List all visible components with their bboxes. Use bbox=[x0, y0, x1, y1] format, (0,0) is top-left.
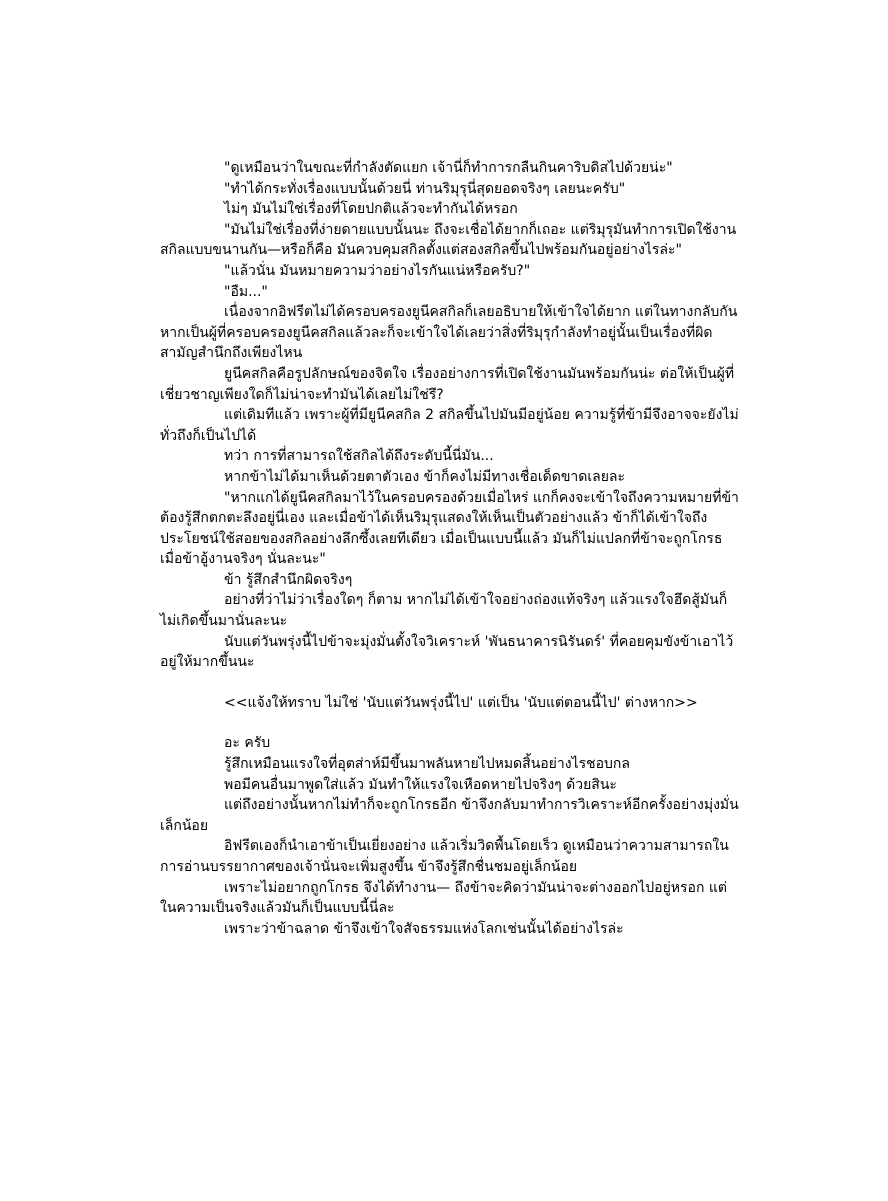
paragraph: อิฟรีตเองก็นำเอาข้าเป็นเยี่ยงอย่าง แล้วเริ่มวิดพื้นโดยเร็ว ดูเหมือนว่าความสามารถในการอ่านบรรยากาศของเจ้านั่นจะเพิ่มสูงขึ้น ข้าจึงรู้สึกชื่นชมอยู่เล็กน้อย bbox=[160, 838, 729, 875]
paragraph: หากข้าไม่ได้มาเห็นด้วยตาตัวเอง ข้าก็คงไม่มีทางเชื่อเด็ดขาดเลยละ bbox=[224, 468, 626, 485]
paragraph: "หากแกได้ยูนีคสกิลมาไว้ในครอบครองด้วยเมื่อไหร่ แกก็คงจะเข้าใจถึงความหมายที่ข้าต้องรู้สึกตกตะลึงอยู่นี่เอง และเมื่อข้าได้เห็นริมุรุแสดงให้เห็นเป็นตัวอย่างแล้ว ข้าก็ได้เข้าใจถึงประโยชน์ใช้สอยของสกิลอย่างลึกซึ้งเลยทีเดียว เมื่อเป็นแบบนี้แล้ว มันก็ไม่แปลกที่ข้าจะถูกโกรธเมื่อข้าอู้งานจริงๆ นั่นละนะ" bbox=[160, 489, 739, 568]
paragraph: ทว่า การที่สามารถใช้สกิลได้ถึงระดับนี้นี่มัน... bbox=[224, 448, 494, 465]
system-note: <<แจ้งให้ทราบ ไม่ใช่ 'นับแต่วันพรุ่งนี้ไป' แต่เป็น 'นับแต่ตอนนี้ไป' ต่างหาก>> bbox=[224, 694, 698, 711]
paragraph: ยูนีคสกิลคือรูปลักษณ์ของจิตใจ เรื่องอย่างการที่เปิดใช้งานมันพร้อมกันน่ะ ต่อให้เป็นผู้ที่เชี่ยวชาญเพียงใดก็ไม่น่าจะทำมันได้เลยไม่ใช่รึ? bbox=[160, 365, 735, 403]
paragraph: "มันไม่ใช่เรื่องที่ง่ายดายแบบนั้นนะ ถึงจะเชื่อได้ยากก็เถอะ แต่ริมุรุมันทำการเปิดใช้งานสกิลแบบขนานกัน—หรือก็คือ มันควบคุมสกิลตั้งแต่สองสกิลขึ้นไปพร้อมกันอยู่อย่างไรล่ะ" bbox=[160, 221, 737, 259]
paragraph: พอมีคนอื่นมาพูดใส่แล้ว มันทำให้แรงใจเหือดหายไปจริงๆ ด้วยสินะ bbox=[224, 776, 617, 793]
paragraph: แต่ถึงอย่างนั้นหากไม่ทำก็จะถูกโกรธอีก ข้าจึงกลับมาทำการวิเคราะห์อีกครั้งอย่างมุ่งมั่นเล็กน้อย bbox=[160, 797, 739, 834]
paragraph: ข้า รู้สึกสำนึกผิดจริงๆ bbox=[224, 571, 353, 588]
paragraph: รู้สึกเหมือนแรงใจที่อุตส่าห์มีขึ้นมาพลันหายไปหมดสิ้นอย่างไรชอบกล bbox=[224, 756, 630, 773]
paragraph: แต่เดิมทีแล้ว เพราะผู้ที่มียูนีคสกิล 2 สกิลขึ้นไปมันมีอยู่น้อย ความรู้ที่ข้ามีจึงอาจจะยังไม่ทั่วถึงก็เป็นไปได้ bbox=[160, 407, 739, 444]
paragraph: "อืม..." bbox=[224, 283, 268, 300]
body-text bbox=[160, 158, 740, 939]
paragraph: "แล้วนั่น มันหมายความว่าอย่างไรกันแน่หรือครับ?" bbox=[224, 262, 531, 279]
paragraph: อะ ครับ bbox=[224, 735, 271, 752]
paragraph: เนื่องจากอิฟรีตไม่ได้ครอบครองยูนีคสกิลก็เลยอธิบายให้เข้าใจได้ยาก แต่ในทางกลับกันหากเป็นผู้ที่ครอบครองยูนีคสกิลแล้วละก็จะเข้าใจได้เลยว่าสิ่งที่ริมุรุกำลังทำอยู่นั้นเป็นเรื่องที่ผิดสามัญสำนึกถึงเพียงไหน bbox=[160, 304, 738, 362]
paragraph: "ดูเหมือนว่าในขณะที่กำลังตัดแยก เจ้านี่ก็ทำการกลืนกินคาริบดิสไปด้วยน่ะ" bbox=[224, 160, 673, 176]
paragraph: เพราะว่าข้าฉลาด ข้าจึงเข้าใจสัจธรรมแห่งโลกเช่นนั้นได้อย่างไรล่ะ bbox=[224, 920, 624, 937]
paragraph: เพราะไม่อยากถูกโกรธ จึงได้ทำงาน— ถึงข้าจะคิดว่ามันน่าจะต่างออกไปอยู่หรอก แต่ในความเป็นจริงแล้วมันก็เป็นแบบนี้นี่ละ bbox=[160, 879, 727, 917]
paragraph: "ทำได้กระทั่งเรื่องแบบนั้นด้วยนี่ ท่านริมุรุนี่สุดยอดจริงๆ เลยนะครับ" bbox=[224, 180, 626, 197]
paragraph: นับแต่วันพรุ่งนี้ไปข้าจะมุ่งมั่นตั้งใจวิเคราะห์ 'พันธนาคารนิรันดร์' ที่คอยคุมขังข้าเอาไว้อยู่ให้มากขึ้นนะ bbox=[160, 633, 734, 671]
paragraph: ไม่ๆ มันไม่ใช่เรื่องที่โดยปกติแล้วจะทำกันได้หรอก bbox=[224, 201, 518, 218]
paragraph: อย่างที่ว่าไม่ว่าเรื่องใดๆ ก็ตาม หากไม่ได้เข้าใจอย่างถ่องแท้จริงๆ แล้วแรงใจฮึดสู้มันก็ไม่เกิดขึ้นมานั่นละนะ bbox=[160, 592, 728, 630]
